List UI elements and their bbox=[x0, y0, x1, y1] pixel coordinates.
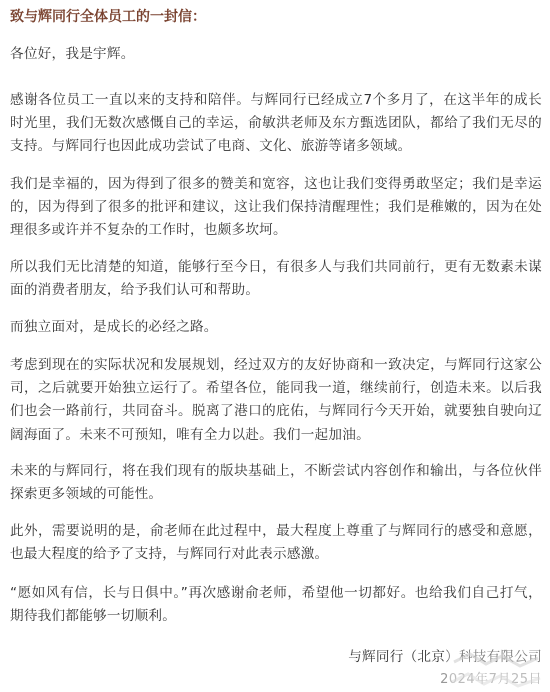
letter-title: 致与辉同行全体员工的一封信： bbox=[10, 9, 206, 25]
paragraph-thanks: 感谢各位员工一直以来的支持和陪伴。与辉同行已经成立7个多月了，在这半年的成长时光里，我们无数次感慨自己的幸运，俞敏洪老师及东方甄选团队，都给了我们无尽的支持。与辉同行也因此成功尝试了电商、文化、旅游等诸多领域。 bbox=[10, 92, 542, 155]
paragraph-closing: “愿如风有信，长与日俱中。”再次感谢俞老师，希望他一切都好。也给我们自己打气，期待我们都能够一切顺利。 bbox=[10, 585, 542, 625]
paragraph-independence: 而独立面对，是成长的必经之路。 bbox=[10, 319, 218, 335]
paragraph-acknowledgement: 此外，需要说明的是，俞老师在此过程中，最大程度上尊重了与辉同行的感受和意愿，也最大程度的给予了支持，与辉同行对此表示感激。 bbox=[10, 523, 542, 563]
signature-company: 与辉同行（北京）科技有限公司 bbox=[348, 649, 542, 665]
signature-date: 2024年7月25日 bbox=[440, 672, 542, 687]
paragraph-reflection: 我们是幸福的，因为得到了很多的赞美和宽容，这也让我们变得勇敢坚定；我们是幸运的，因为得到了很多的批评和建议，这让我们保持清醒理性；我们是稚嫩的，因为在处理很多或许并不复杂的工作时，也颇多坎坷。 bbox=[10, 176, 542, 239]
paragraph-greeting: 各位好，我是宇辉。 bbox=[10, 46, 135, 62]
paragraph-decision: 考虑到现在的实际状况和发展规划，经过双方的友好协商和一致决定，与辉同行这家公司，之后就要开始独立运行了。希望各位，能同我一道，继续前行，创造未来。以后我们也会一路前行，共同奋斗。脱离了港口的庇佑，与辉同行今天开始，就要独自驶向辽阔海面了。未来不可预知，唯有全力以赴。我们一起加油。 bbox=[10, 357, 542, 443]
paragraph-future: 未来的与辉同行，将在我们现有的版块基础上，不断尝试内容创作和输出，与各位伙伴探索更多领域的可能性。 bbox=[10, 463, 542, 503]
paragraph-gratitude: 所以我们无比清楚的知道，能够行至今日，有很多人与我们共同前行，更有无数素未谋面的消费者朋友，给予我们认可和帮助。 bbox=[10, 259, 542, 299]
